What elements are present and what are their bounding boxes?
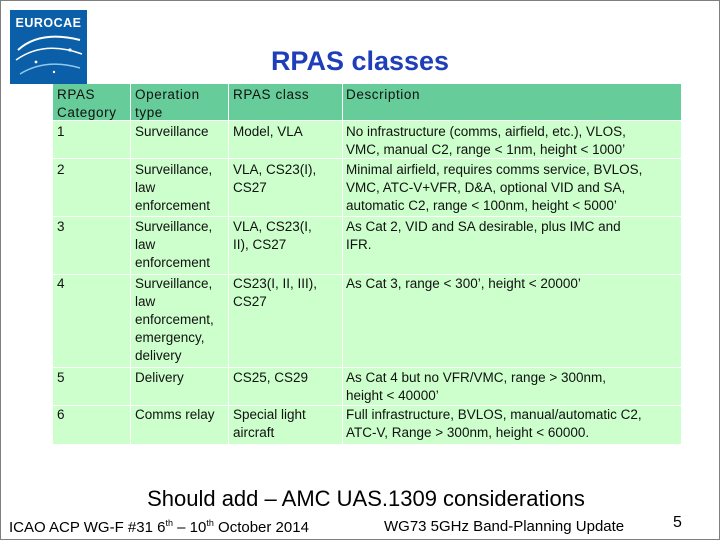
row-6-class: Special light aircraft [233, 407, 306, 440]
row-2-class: VLA, CS23(I), CS27 [233, 162, 317, 195]
row-4-operation: Surveillance, law enforcement, emergency, delivery [135, 276, 214, 363]
slide-title: RPAS classes [270, 46, 450, 76]
row-4-class: CS23(I, II, III), CS27 [233, 276, 318, 309]
row-1-description: No infrastructure (comms, airfield, etc.), VLOS, VMC, manual C2, range < 1nm, height < 1000’ [346, 124, 626, 157]
row-3-operation: Surveillance, law enforcement [135, 219, 213, 270]
header-description: Description [346, 87, 421, 102]
header-rpas-class: RPAS class [233, 87, 310, 102]
row-5-category: 5 [57, 370, 65, 385]
row-5-description: As Cat 4 but no VFR/VMC, range > 300nm, height < 40000’ [346, 370, 607, 403]
footer-update-title: WG73 5GHz Band-Planning Update [384, 518, 625, 535]
row-4-category: 4 [57, 276, 65, 291]
row-divider [53, 216, 681, 217]
row-2-description: Minimal airfield, requires comms service, BVLOS, VMC, ATC-V+VFR, D&A, optional VID and SA, automatic C2, range < 100nm, height < 5000’ [346, 162, 643, 213]
row-5-operation: Delivery [135, 370, 184, 385]
row-1-operation: Surveillance [135, 124, 209, 139]
row-6-description: Full infrastructure, BVLOS, manual/automatic C2, ATC-V, Range > 300nm, height < 60000. [346, 407, 642, 440]
row-2-operation: Surveillance, law enforcement [135, 162, 213, 213]
row-2-category: 2 [57, 162, 65, 177]
row-3-category: 3 [57, 219, 65, 234]
row-1-category: 1 [57, 124, 65, 139]
row-5-class: CS25, CS29 [233, 370, 309, 385]
row-3-description: As Cat 2, VID and SA desirable, plus IMC and IFR. [346, 219, 621, 252]
row-4-description: As Cat 3, range < 300’, height < 20000’ [346, 276, 581, 291]
page-number: 5 [673, 514, 682, 531]
column-divider [130, 84, 131, 444]
considerations-note: Should add – AMC UAS.1309 considerations [147, 486, 585, 511]
row-6-category: 6 [57, 407, 65, 422]
footer-meeting: ICAO ACP WG-F #31 6th – 10th October 2014 [9, 518, 309, 536]
rpas-classes-table [53, 84, 681, 444]
column-divider [228, 84, 229, 444]
logo-text: EUROCAE [15, 16, 82, 30]
row-divider [53, 367, 681, 368]
row-3-class: VLA, CS23(I, II), CS27 [233, 219, 312, 252]
row-6-operation: Comms relay [135, 407, 215, 422]
header-category: RPAS Category [57, 87, 117, 120]
column-divider [342, 84, 343, 444]
header-operation: Operation type [135, 87, 200, 120]
row-1-class: Model, VLA [233, 124, 303, 139]
